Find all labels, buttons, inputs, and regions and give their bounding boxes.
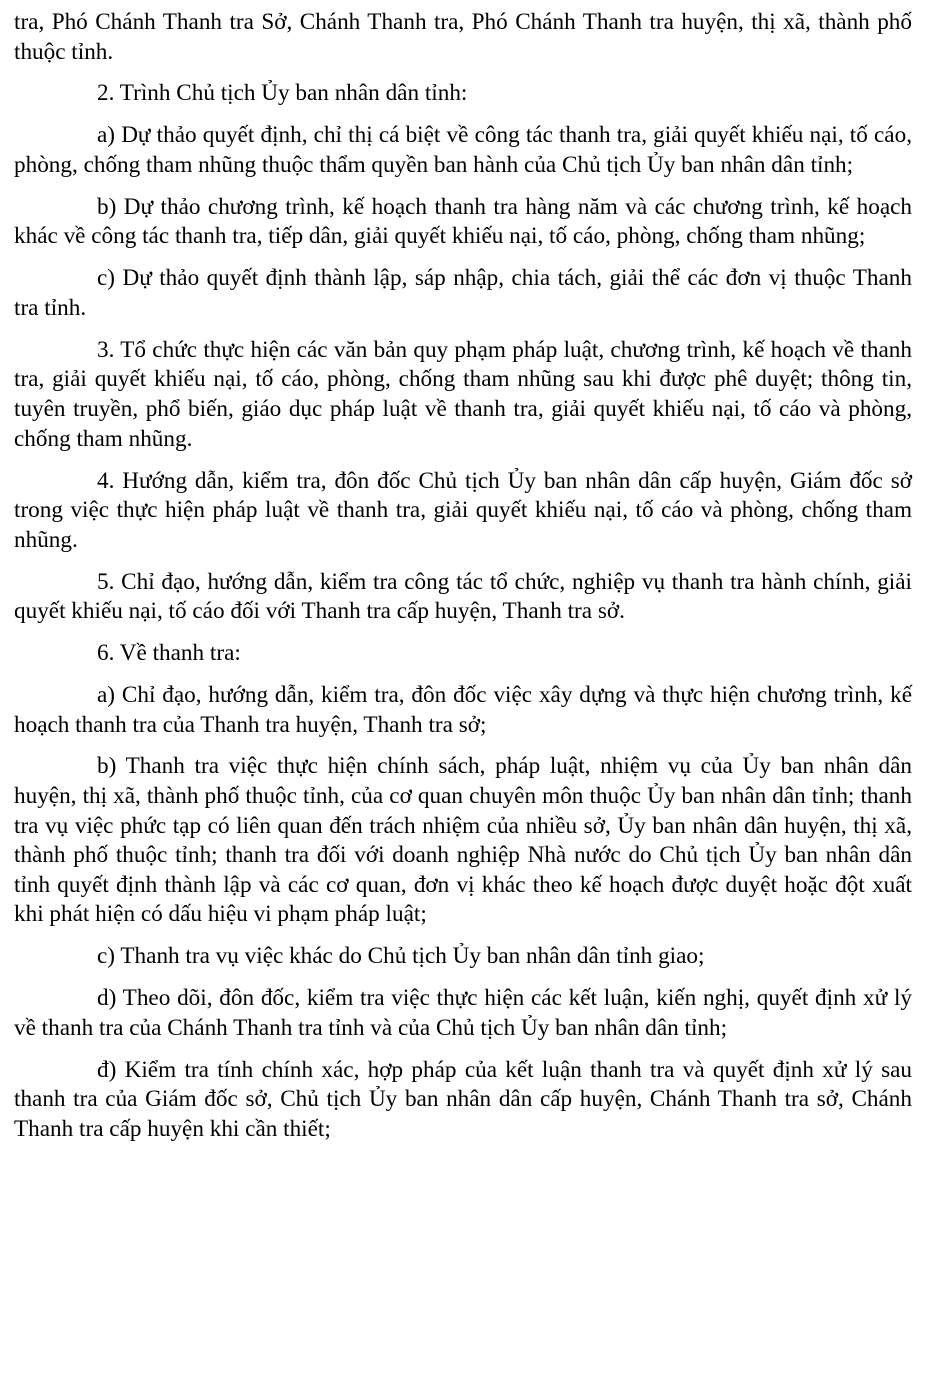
paragraph-item-6b: b) Thanh tra việc thực hiện chính sách, pháp luật, nhiệm vụ của Ủy ban nhân dân huyện, thị xã, thành phố thuộc tỉnh, của cơ quan chuyên môn thuộc Ủy ban nhân dân tỉnh; thanh tra vụ việc phức tạp có liên quan đến trách nhiệm của nhiều sở, Ủy ban nhân dân huyện, thị xã, thành phố thuộc tỉnh; thanh tra đối với doanh nghiệp Nhà nước do Chủ tịch Ủy ban nhân dân tỉnh quyết định thành lập và các cơ quan, đơn vị khác theo kế hoạch được duyệt hoặc đột xuất khi phát hiện có dấu hiệu vi phạm pháp luật; — [14, 753, 912, 928]
paragraph-item-4: 4. Hướng dẫn, kiểm tra, đôn đốc Chủ tịch Ủy ban nhân dân cấp huyện, Giám đốc sở trong việc thực hiện pháp luật về thanh tra, giải quyết khiếu nại, tố cáo và phòng, chống tham nhũng. — [14, 467, 912, 553]
paragraph-item-6dd: đ) Kiểm tra tính chính xác, hợp pháp của kết luận thanh tra và quyết định xử lý sau thanh tra của Giám đốc sở, Chủ tịch Ủy ban nhân dân cấp huyện, Chánh Thanh tra sở, Chánh Thanh tra cấp huyện khi cần thiết; — [14, 1056, 912, 1142]
paragraph-item-6c: c) Thanh tra vụ việc khác do Chủ tịch Ủy ban nhân dân tỉnh giao; — [97, 943, 705, 970]
paragraph-item-2a: a) Dự thảo quyết định, chỉ thị cá biệt về công tác thanh tra, giải quyết khiếu nại, tố cáo, phòng, chống tham nhũng thuộc thẩm quyền ban hành của Chủ tịch Ủy ban nhân dân tỉnh; — [14, 122, 912, 178]
paragraph-continued: tra, Phó Chánh Thanh tra Sở, Chánh Thanh tra, Phó Chánh Thanh tra huyện, thị xã, thành phố thuộc tỉnh. — [14, 9, 912, 65]
paragraph-item-5: 5. Chỉ đạo, hướng dẫn, kiểm tra công tác tổ chức, nghiệp vụ thanh tra hành chính, giải quyết khiếu nại, tố cáo đối với Thanh tra cấp huyện, Thanh tra sở. — [14, 568, 912, 625]
paragraph-item-2: 2. Trình Chủ tịch Ủy ban nhân dân tỉnh: — [97, 80, 468, 107]
paragraph-item-2c: c) Dự thảo quyết định thành lập, sáp nhập, chia tách, giải thể các đơn vị thuộc Thanh tra tỉnh. — [14, 265, 912, 321]
paragraph-item-3: 3. Tổ chức thực hiện các văn bản quy phạm pháp luật, chương trình, kế hoạch về thanh tra, giải quyết khiếu nại, tố cáo, phòng, chống tham nhũng sau khi được phê duyệt; thông tin, tuyên truyền, phổ biến, giáo dục pháp luật về thanh tra, giải quyết khiếu nại, tố cáo và phòng, chống tham nhũng. — [14, 336, 912, 452]
paragraph-item-6: 6. Về thanh tra: — [97, 640, 241, 667]
paragraph-item-6d: d) Theo dõi, đôn đốc, kiểm tra việc thực hiện các kết luận, kiến nghị, quyết định xử lý về thanh tra của Chánh Thanh tra tỉnh và của Chủ tịch Ủy ban nhân dân tỉnh; — [14, 985, 912, 1041]
paragraph-item-6a: a) Chỉ đạo, hướng dẫn, kiểm tra, đôn đốc việc xây dựng và thực hiện chương trình, kế hoạch thanh tra của Thanh tra huyện, Thanh tra sở; — [14, 681, 912, 738]
paragraph-item-2b: b) Dự thảo chương trình, kế hoạch thanh tra hàng năm và các chương trình, kế hoạch khác về công tác thanh tra, tiếp dân, giải quyết khiếu nại, tố cáo, phòng, chống tham nhũng; — [14, 193, 912, 250]
